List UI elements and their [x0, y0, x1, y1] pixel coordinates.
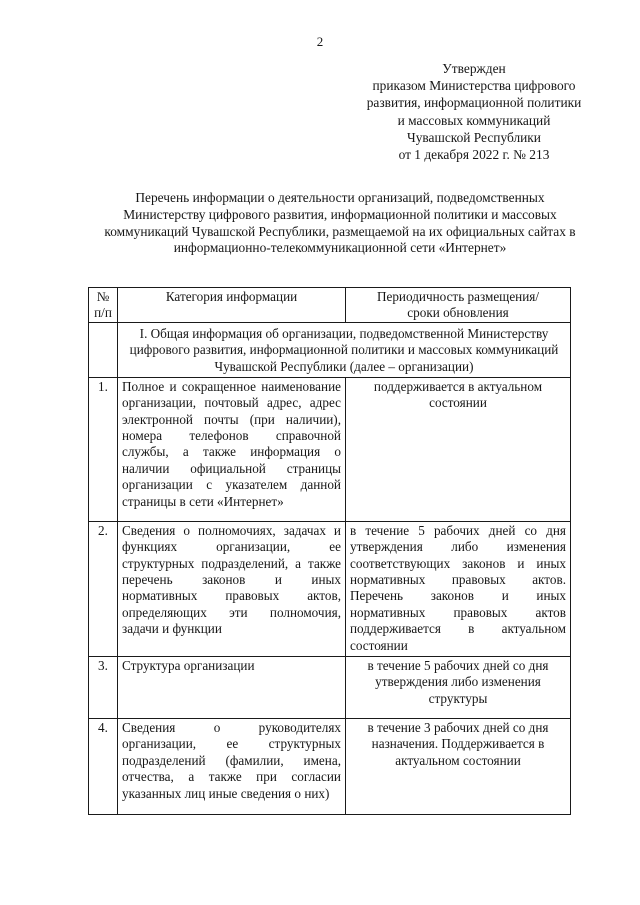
- title-line: коммуникаций Чувашской Республики, размещаемой на их официальных сайтах в: [104, 223, 576, 239]
- title-line: информационно-телекоммуникационной сети «Интернет»: [173, 240, 507, 256]
- row-category: Сведения о полномочиях, задачах и функциях организации, ее структурных подразделений, а также перечень законов и иных нормативных правовых актов, определяющих эти полномочия, задачи и функции: [118, 521, 346, 656]
- table-row: [89, 377, 571, 521]
- row-num: 1.: [89, 377, 118, 521]
- row-period: в течение 3 рабочих дней со дня назначения. Поддерживается в актуальном состоянии: [346, 719, 571, 815]
- header-period: Периодичность размещения/ сроки обновления: [346, 288, 571, 323]
- row-period: поддерживается в актуальном состоянии: [346, 377, 571, 521]
- header-num: № п/п: [89, 288, 118, 323]
- section-row: [89, 323, 571, 378]
- approval-line: развития, информационной политики: [366, 95, 582, 111]
- approval-line: приказом Министерства цифрового: [372, 78, 576, 94]
- table-row: [89, 657, 571, 719]
- title-line: Министерству цифрового развития, информационной политики и массовых: [123, 206, 557, 222]
- table-header-row: [89, 288, 571, 323]
- row-period: в течение 5 рабочих дней со дня утверждения либо изменения соответствующих законов и иных нормативных правовых актов. Перечень законов и иных нормативных правовых актов поддерживается в актуальном состоянии: [346, 521, 571, 656]
- table-row: [89, 521, 571, 656]
- row-num: 3.: [89, 657, 118, 719]
- table-row: [89, 719, 571, 815]
- approval-line: и массовых коммуникаций: [397, 112, 551, 128]
- row-category: Полное и сокращенное наименование организации, почтовый адрес, адрес электронной почты (при наличии), номера телефонов справочной службы, а также информация о наличии официальной страницы организации с указателем данной страницы в сети «Интернет»: [118, 377, 346, 521]
- approval-line: Утвержден: [442, 61, 506, 76]
- page-number: 2: [316, 34, 324, 49]
- document-title: [70, 190, 610, 257]
- row-num: 4.: [89, 719, 118, 815]
- section-num-cell: [89, 323, 118, 378]
- row-num: 2.: [89, 521, 118, 656]
- row-category: Сведения о руководителях организации, ее структурных подразделений (фамилии, имена, отчества, а также при согласии указанных лиц иные сведения о них): [118, 719, 346, 815]
- approval-line: Чувашской Республики: [407, 129, 541, 145]
- approval-line: от 1 декабря 2022 г. № 213: [398, 147, 550, 163]
- row-category: Структура организации: [118, 657, 346, 719]
- section-title: I. Общая информация об организации, подведомственной Министерству цифрового развития, информационной политики и массовых коммуникаций Чувашской Республики (далее – организации): [118, 323, 571, 378]
- approval-stamp: [354, 60, 594, 163]
- title-line: Перечень информации о деятельности организаций, подведомственных: [135, 190, 545, 205]
- header-category: Категория информации: [118, 288, 346, 323]
- row-period: в течение 5 рабочих дней со дня утверждения либо изменения структуры: [346, 657, 571, 719]
- information-table: [88, 287, 571, 815]
